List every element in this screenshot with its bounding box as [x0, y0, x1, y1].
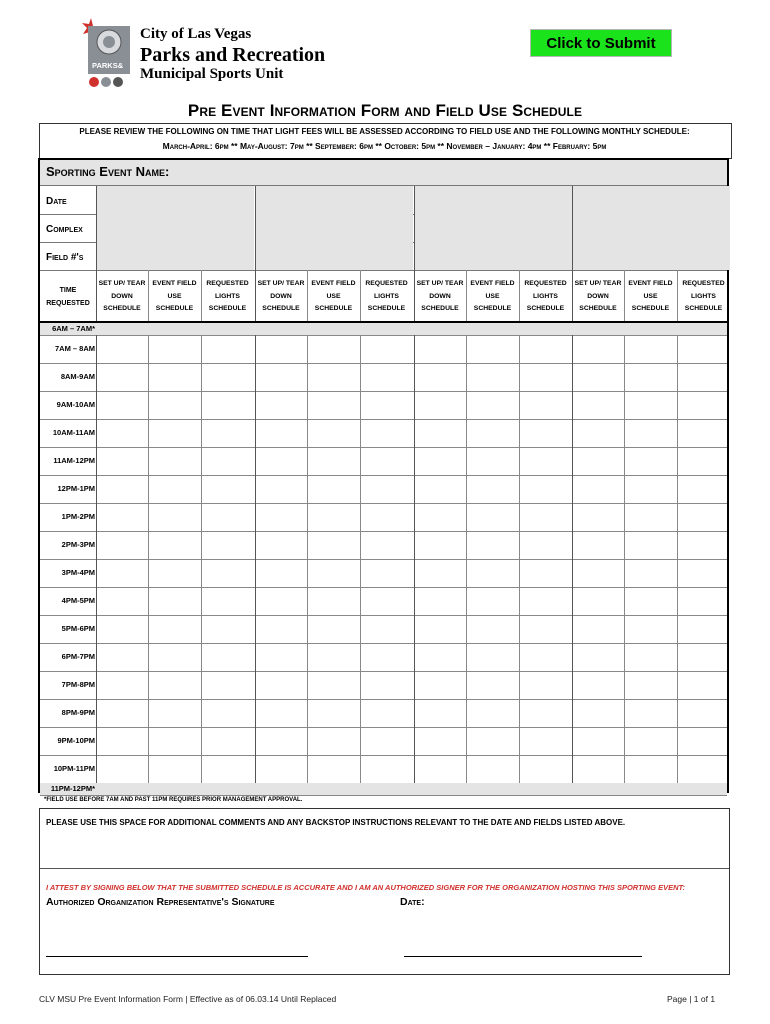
- unit-name: Municipal Sports Unit: [140, 66, 284, 82]
- field-input[interactable]: [96, 242, 254, 270]
- time-slot-label: 5PM-6PM: [61, 624, 95, 633]
- comments-label: PLEASE USE THIS SPACE FOR ADDITIONAL COMMENTS AND ANY BACKSTOP INSTRUCTIONS RELEVANT TO THE DATE AND FIELDS LISTED ABOVE.: [46, 818, 626, 827]
- shaded-time-row: [40, 323, 727, 335]
- complex-label: Complex: [46, 224, 83, 235]
- footer-page: Page | 1 of 1: [667, 994, 716, 1004]
- grid-vline: [96, 323, 97, 791]
- comments-divider: [40, 868, 729, 869]
- notice-line-2: March-April: 6pm ** May-August: 7pm ** September: 6pm ** October: 5pm ** November – January: 4pm ** February: 5pm: [162, 141, 607, 151]
- time-slot-label: 9AM-10AM: [56, 400, 95, 409]
- grid-vline: [148, 323, 149, 791]
- time-slot-label: 8PM-9PM: [61, 708, 95, 717]
- time-slot-label: 10AM-11AM: [52, 428, 95, 437]
- time-slot-label: 8AM-9AM: [60, 372, 95, 381]
- requested-lights-header: REQUESTED LIGHTS SCHEDULE: [524, 280, 567, 313]
- requested-lights-header: REQUESTED LIGHTS SCHEDULE: [365, 280, 408, 313]
- footnote: *FIELD USE BEFORE 7AM AND PAST 11PM REQUIRES PRIOR MANAGEMENT APPROVAL.: [44, 797, 303, 803]
- setup-teardown-header: SET UP/ TEAR DOWN SCHEDULE: [416, 280, 464, 313]
- time-slot-label: 10PM-11PM: [53, 764, 95, 773]
- signature-line[interactable]: [46, 956, 308, 957]
- shaded-time-row: [40, 783, 727, 795]
- notice-line-1: PLEASE REVIEW THE FOLLOWING ON TIME THAT LIGHT FEES WILL BE ASSESSED ACCORDING TO FIELD USE AND THE FOLLOWING MONTHLY SCHEDULE:: [79, 127, 690, 136]
- time-slot-label: 12PM-1PM: [57, 484, 95, 493]
- grid-vline: [254, 186, 255, 270]
- setup-teardown-header: SET UP/ TEAR DOWN SCHEDULE: [574, 280, 622, 313]
- grid-vline: [360, 323, 361, 791]
- date-input[interactable]: [414, 186, 572, 214]
- event-field-use-header: EVENT FIELD USE SCHEDULE: [152, 280, 197, 313]
- grid-vline: [201, 323, 202, 791]
- complex-input[interactable]: [414, 214, 572, 242]
- signature-date-line[interactable]: [404, 956, 642, 957]
- grid-vline: [307, 323, 308, 791]
- attest-statement: I ATTEST BY SIGNING BELOW THAT THE SUBMITTED SCHEDULE IS ACCURATE AND I AM AN AUTHORIZED SIGNER FOR THE ORGANIZATION HOSTING THIS SPORTING EVENT:: [46, 883, 686, 892]
- grid-vline: [466, 323, 467, 791]
- time-slot-label: 11AM-12PM: [53, 456, 95, 465]
- complex-input[interactable]: [255, 214, 413, 242]
- form-title: Pre Event Information Form and Field Use Schedule: [187, 101, 583, 120]
- signature-date-label: Date:: [400, 896, 425, 908]
- grid-vline: [255, 323, 256, 791]
- sporting-event-label: Sporting Event Name:: [46, 164, 170, 179]
- sporting-event-row[interactable]: [40, 160, 727, 186]
- requested-lights-header: REQUESTED LIGHTS SCHEDULE: [206, 280, 249, 313]
- grid-vline: [677, 323, 678, 791]
- field-input[interactable]: [572, 242, 730, 270]
- time-slot-label: 11PM-12PM*: [50, 784, 95, 793]
- event-field-use-header: EVENT FIELD USE SCHEDULE: [311, 280, 356, 313]
- date-input[interactable]: [572, 186, 730, 214]
- submit-button[interactable]: Click to Submit: [530, 29, 672, 57]
- city-name: City of Las Vegas: [140, 26, 252, 42]
- grid-vline: [414, 323, 415, 791]
- time-slot-label: 7PM-8PM: [61, 680, 95, 689]
- grid-vline: [624, 323, 625, 791]
- field-input[interactable]: [414, 242, 572, 270]
- setup-teardown-header: SET UP/ TEAR DOWN SCHEDULE: [98, 280, 146, 313]
- event-field-use-header: EVENT FIELD USE SCHEDULE: [470, 280, 515, 313]
- time-slot-label: 1PM-2PM: [61, 512, 95, 521]
- time-slot-label: 3PM-4PM: [61, 568, 95, 577]
- time-row-divider: [40, 795, 727, 796]
- time-slot-label: 9PM-10PM: [57, 736, 95, 745]
- signature-label: Authorized Organization Representative's Signature: [46, 896, 275, 908]
- time-slot-label: 6AM – 7AM*: [52, 324, 95, 333]
- time-requested-header: TIME REQUESTED: [46, 287, 90, 307]
- time-slot-label: 4PM-5PM: [61, 596, 95, 605]
- logo-text: PARKS&: [92, 61, 124, 70]
- date-label: Date: [46, 196, 67, 207]
- event-field-use-header: EVENT FIELD USE SCHEDULE: [628, 280, 673, 313]
- parks-recreation-logo: [82, 18, 134, 96]
- grid-vline: [572, 323, 573, 791]
- department-name: Parks and Recreation: [140, 44, 326, 66]
- date-input[interactable]: [96, 186, 254, 214]
- time-slot-label: 6PM-7PM: [61, 652, 95, 661]
- time-slot-label: 2PM-3PM: [61, 540, 95, 549]
- complex-input[interactable]: [96, 214, 254, 242]
- time-slot-label: 7AM – 8AM: [54, 344, 95, 353]
- field-input[interactable]: [255, 242, 413, 270]
- date-input[interactable]: [255, 186, 413, 214]
- footer-left: CLV MSU Pre Event Information Form | Effective as of 06.03.14 Until Replaced: [39, 994, 337, 1004]
- grid-vline: [519, 323, 520, 791]
- field-label: Field #'s: [46, 252, 84, 263]
- setup-teardown-header: SET UP/ TEAR DOWN SCHEDULE: [257, 280, 305, 313]
- requested-lights-header: REQUESTED LIGHTS SCHEDULE: [682, 280, 725, 313]
- complex-input[interactable]: [572, 214, 730, 242]
